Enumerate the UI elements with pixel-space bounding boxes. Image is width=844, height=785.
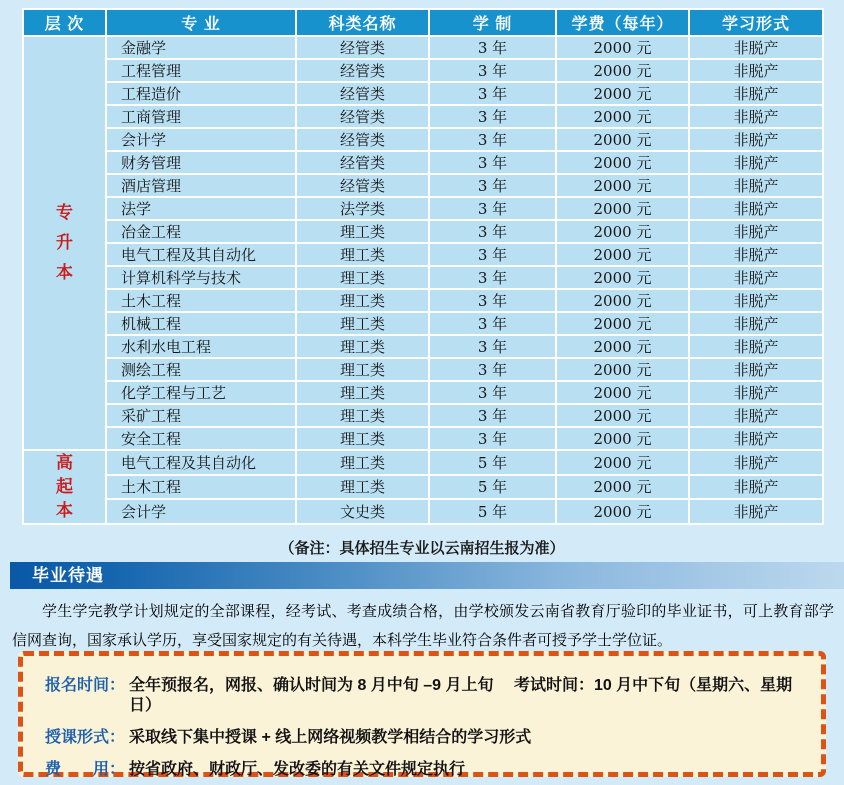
duration-cell: 3 年 (429, 151, 556, 174)
major-cell: 电气工程及其自动化 (106, 243, 296, 266)
tuition-cell: 2000 元 (556, 174, 689, 197)
level-cell (23, 36, 106, 450)
form-cell: 非脱产 (689, 475, 823, 500)
form-cell: 非脱产 (689, 197, 823, 220)
category-cell: 经管类 (296, 105, 429, 128)
category-cell: 理工类 (296, 404, 429, 427)
form-cell: 非脱产 (689, 36, 823, 59)
form-cell: 非脱产 (689, 105, 823, 128)
category-cell: 理工类 (296, 381, 429, 404)
table-row (23, 105, 823, 128)
category-cell: 经管类 (296, 174, 429, 197)
category-cell: 文史类 (296, 499, 429, 524)
form-cell: 非脱产 (689, 404, 823, 427)
form-cell: 非脱产 (689, 312, 823, 335)
duration-cell: 3 年 (429, 105, 556, 128)
tuition-cell: 2000 元 (556, 220, 689, 243)
info-box (18, 651, 826, 777)
header-major: 专 业 (106, 9, 296, 36)
duration-cell: 3 年 (429, 243, 556, 266)
duration-cell: 3 年 (429, 82, 556, 105)
form-cell: 非脱产 (689, 220, 823, 243)
form-cell: 非脱产 (689, 174, 823, 197)
table-row (23, 266, 823, 289)
header-tuition: 学费（每年） (556, 9, 689, 36)
major-cell: 采矿工程 (106, 404, 296, 427)
duration-cell: 3 年 (429, 312, 556, 335)
tuition-cell: 2000 元 (556, 335, 689, 358)
category-cell: 理工类 (296, 358, 429, 381)
form-cell: 非脱产 (689, 151, 823, 174)
major-cell: 土木工程 (106, 475, 296, 500)
header-form: 学习形式 (689, 9, 823, 36)
table-row (23, 335, 823, 358)
major-cell: 水利水电工程 (106, 335, 296, 358)
tuition-cell: 2000 元 (556, 197, 689, 220)
table-header-row (23, 9, 823, 36)
tuition-cell: 2000 元 (556, 128, 689, 151)
tuition-cell: 2000 元 (556, 475, 689, 500)
duration-cell: 3 年 (429, 266, 556, 289)
duration-cell: 3 年 (429, 427, 556, 450)
header-duration: 学 制 (429, 9, 556, 36)
major-cell: 金融学 (106, 36, 296, 59)
header-category: 科类名称 (296, 9, 429, 36)
tuition-cell: 2000 元 (556, 289, 689, 312)
level-cell (23, 450, 106, 524)
level-text: 专升本 (55, 203, 73, 282)
tuition-cell: 2000 元 (556, 36, 689, 59)
major-cell: 电气工程及其自动化 (106, 450, 296, 475)
major-cell: 工商管理 (106, 105, 296, 128)
major-cell: 法学 (106, 197, 296, 220)
major-cell: 化学工程与工艺 (106, 381, 296, 404)
table-row (23, 312, 823, 335)
table-row (23, 82, 823, 105)
info-row-signup (45, 676, 811, 716)
major-cell: 会计学 (106, 128, 296, 151)
major-cell: 财务管理 (106, 151, 296, 174)
category-cell: 理工类 (296, 243, 429, 266)
info-label-teaching-form: 授课形式： (45, 729, 126, 746)
category-cell: 理工类 (296, 312, 429, 335)
category-cell: 经管类 (296, 59, 429, 82)
level-text: 高起本 (55, 453, 73, 520)
major-cell: 工程管理 (106, 59, 296, 82)
major-cell: 工程造价 (106, 82, 296, 105)
info-label-fee: 费 用： (45, 761, 126, 778)
tuition-cell: 2000 元 (556, 243, 689, 266)
major-cell: 机械工程 (106, 312, 296, 335)
info-text-signup-time: 全年预报名，网报、确认时间为 8 月中旬 –9 月上旬 考试时间：10 月中下旬（星期六、星期日） (129, 677, 793, 714)
category-cell: 经管类 (296, 82, 429, 105)
info-text-fee: 按省政府、财政厅、发改委的有关文件规定执行 (129, 761, 466, 778)
form-cell: 非脱产 (689, 335, 823, 358)
table-row (23, 128, 823, 151)
duration-cell: 3 年 (429, 335, 556, 358)
form-cell: 非脱产 (689, 243, 823, 266)
duration-cell: 3 年 (429, 404, 556, 427)
section-banner (10, 562, 844, 589)
major-cell: 冶金工程 (106, 220, 296, 243)
tuition-cell: 2000 元 (556, 499, 689, 524)
form-cell: 非脱产 (689, 499, 823, 524)
category-cell: 理工类 (296, 475, 429, 500)
table-row (23, 59, 823, 82)
table-row (23, 475, 823, 500)
duration-cell: 3 年 (429, 381, 556, 404)
form-cell: 非脱产 (689, 289, 823, 312)
major-cell: 会计学 (106, 499, 296, 524)
table-row (23, 427, 823, 450)
duration-cell: 5 年 (429, 499, 556, 524)
category-cell: 理工类 (296, 266, 429, 289)
tuition-cell: 2000 元 (556, 105, 689, 128)
form-cell: 非脱产 (689, 427, 823, 450)
form-cell: 非脱产 (689, 59, 823, 82)
table-row (23, 220, 823, 243)
category-cell: 理工类 (296, 427, 429, 450)
major-cell: 土木工程 (106, 289, 296, 312)
form-cell: 非脱产 (689, 381, 823, 404)
category-cell: 理工类 (296, 450, 429, 475)
major-cell: 安全工程 (106, 427, 296, 450)
info-row-teaching (45, 728, 811, 748)
major-cell: 测绘工程 (106, 358, 296, 381)
form-cell: 非脱产 (689, 82, 823, 105)
duration-cell: 5 年 (429, 450, 556, 475)
major-cell: 计算机科学与技术 (106, 266, 296, 289)
category-cell: 经管类 (296, 36, 429, 59)
category-cell: 理工类 (296, 220, 429, 243)
duration-cell: 3 年 (429, 197, 556, 220)
tuition-cell: 2000 元 (556, 266, 689, 289)
duration-cell: 3 年 (429, 59, 556, 82)
section-title: 毕业待遇 (32, 566, 104, 585)
info-label-signup-time: 报名时间： (45, 677, 126, 694)
category-cell: 法学类 (296, 197, 429, 220)
table-row (23, 289, 823, 312)
category-cell: 理工类 (296, 335, 429, 358)
form-cell: 非脱产 (689, 128, 823, 151)
tuition-cell: 2000 元 (556, 427, 689, 450)
table-note: （备注：具体招生专业以云南招生报为准） (279, 540, 565, 557)
info-row-fee (45, 760, 811, 780)
table-row (23, 174, 823, 197)
table-row (23, 381, 823, 404)
tuition-cell: 2000 元 (556, 82, 689, 105)
duration-cell: 3 年 (429, 36, 556, 59)
table-row (23, 151, 823, 174)
table-row (23, 358, 823, 381)
tuition-cell: 2000 元 (556, 151, 689, 174)
table-row (23, 404, 823, 427)
tuition-cell: 2000 元 (556, 59, 689, 82)
major-cell: 酒店管理 (106, 174, 296, 197)
table-row (23, 499, 823, 524)
tuition-cell: 2000 元 (556, 404, 689, 427)
form-cell: 非脱产 (689, 266, 823, 289)
table-row (23, 197, 823, 220)
header-level: 层 次 (23, 9, 106, 36)
tuition-cell: 2000 元 (556, 381, 689, 404)
category-cell: 经管类 (296, 128, 429, 151)
benefit-paragraph: 学生学完教学计划规定的全部课程，经考试、考查成绩合格，由学校颁发云南省教育厅验印的毕业证书，可上教育部学信网查询，国家承认学历，享受国家规定的有关待遇，本科学生毕业符合条件者可授予学士学位证。 (12, 603, 834, 649)
tuition-cell: 2000 元 (556, 312, 689, 335)
form-cell: 非脱产 (689, 450, 823, 475)
duration-cell: 3 年 (429, 174, 556, 197)
duration-cell: 3 年 (429, 358, 556, 381)
duration-cell: 5 年 (429, 475, 556, 500)
table-row (23, 36, 823, 59)
info-text-teaching-form: 采取线下集中授课 + 线上网络视频教学相结合的学习形式 (129, 729, 532, 746)
table-row (23, 243, 823, 266)
duration-cell: 3 年 (429, 289, 556, 312)
tuition-cell: 2000 元 (556, 450, 689, 475)
form-cell: 非脱产 (689, 358, 823, 381)
duration-cell: 3 年 (429, 220, 556, 243)
tuition-cell: 2000 元 (556, 358, 689, 381)
duration-cell: 3 年 (429, 128, 556, 151)
category-cell: 经管类 (296, 151, 429, 174)
category-cell: 理工类 (296, 289, 429, 312)
enrollment-table (22, 8, 824, 525)
table-row (23, 450, 823, 475)
